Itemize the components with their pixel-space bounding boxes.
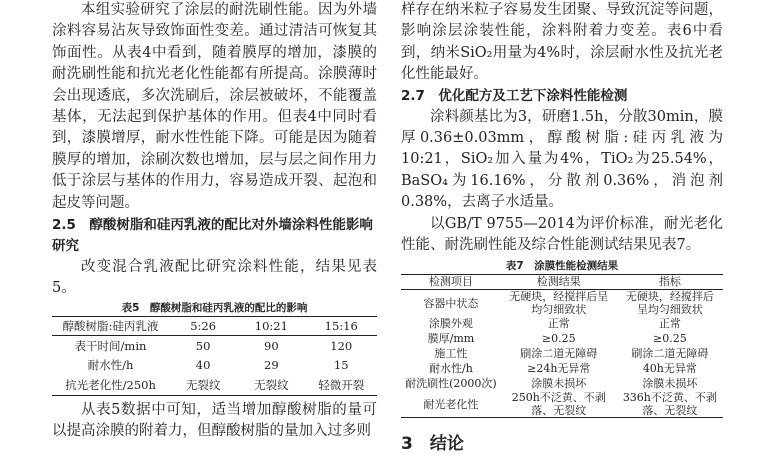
table7-cell: 40h无异常 bbox=[642, 362, 697, 376]
paragraph-standard: 以GB/T 9755—2014为评价标准，耐光老化性能、耐洗刷性能及综合性能测试结果见表7。 bbox=[401, 215, 723, 254]
table5-caption: 表5 醇酸树脂和硅丙乳液的配比的影响 bbox=[121, 301, 308, 314]
table5-cell: 15 bbox=[333, 358, 349, 373]
paragraph-film-thickness: 本组实验研究了涂层的耐洗刷性能。因为外墙涂料容易沾灰导致饰面性变差。通过清洁可恢复其饰面性。从表4中看到，随着膜厚的增加，漆膜的耐洗刷性能和抗光老化性能都有所提高。涂膜薄时会出现透底，多次洗刷后，涂层被破坏，不能覆盖基体，无法起到保护基体的作用。但表4中同时看到，漆膜增厚，耐水性性能下降。可能是因为随着膜厚的增加，涂刷次数也增加，层与层之间作用力低于涂层与基体的作用力，容易造成开裂、起泡和起皮等问题。 bbox=[52, 2, 377, 211]
table7-cell: 涂膜外观 bbox=[428, 317, 473, 331]
table5-cell: 抗光老化性/250h bbox=[52, 375, 169, 395]
table5-cell: 轻微开裂 bbox=[306, 375, 378, 395]
table7-header-cell: 检测结果 bbox=[501, 275, 617, 290]
paragraph-optimized-formula: 涂料颜基比为3，研磨1.5h，分散30min，膜厚0.36±0.03mm，醇酸树脂:硅丙乳液为10:21，SiO₂加入量为4%，TiO₂为25.54%，BaSO₄为16.16%，分散剂0.36%，消泡剂0.38%，去离子水适量。 bbox=[401, 108, 723, 211]
paragraph-emulsion-ratio: 改变混合乳液配比研究涂料性能，结果见表5。 bbox=[52, 259, 377, 297]
table-7 bbox=[401, 274, 723, 418]
table7-caption: 表7 涂膜性能检测结果 bbox=[505, 260, 619, 273]
table5-header-cell: 5:26 bbox=[169, 316, 237, 335]
table7-cell: 耐光老化性 bbox=[401, 391, 501, 418]
table5-cell: 无裂纹 bbox=[237, 375, 305, 395]
right-column bbox=[401, 0, 723, 456]
table7-header-cell: 指标 bbox=[617, 275, 723, 290]
left-column bbox=[52, 0, 377, 442]
table-5 bbox=[52, 316, 377, 396]
table7-cell: 膜厚/mm bbox=[427, 332, 475, 346]
table7-cell: 施工性 bbox=[434, 347, 468, 361]
table-row bbox=[401, 331, 723, 346]
table7-cell: 刷涂二道无障碍 bbox=[520, 347, 598, 361]
table7-cell: 250h不泛黄、不剥落、无裂纹 bbox=[501, 391, 617, 418]
table-row bbox=[401, 290, 723, 317]
table5-cell: 耐水性/h bbox=[87, 358, 134, 373]
table-row bbox=[52, 375, 377, 395]
table7-cell: 336h不泛黄、不剥落、无裂纹 bbox=[617, 391, 723, 418]
table7-header-cell: 检测项目 bbox=[401, 275, 501, 290]
table7-cell: 刷涂二道无障碍 bbox=[631, 347, 709, 361]
table7-cell: 耐洗刷性(2000次) bbox=[405, 377, 497, 391]
table5-cell: 29 bbox=[264, 358, 279, 373]
table5-header-cell: 10:21 bbox=[237, 316, 305, 335]
table5-cell: 40 bbox=[195, 358, 211, 373]
table5-header-cell: 醇酸树脂:硅丙乳液 bbox=[52, 316, 169, 335]
table7-cell: 正常 bbox=[658, 317, 681, 331]
table-row bbox=[401, 391, 723, 418]
table5-cell: 90 bbox=[264, 338, 279, 353]
section-heading-2-5: 2.5 醇酸树脂和硅丙乳液的配比对外墙涂料性能影响研究 bbox=[52, 217, 373, 255]
section-heading-2-7: 2.7 优化配方及工艺下涂料性能检测 bbox=[401, 87, 628, 104]
table7-cell: ≥24h无异常 bbox=[527, 362, 591, 376]
table5-cell: 无裂纹 bbox=[169, 375, 237, 395]
paragraph-nano-sio2: 样存在纳米粒子容易发生团聚、导致沉淀等问题，影响涂层涂装性能，涂料附着力变差。表6中看到，纳米SiO₂用量为4%时，涂层耐水性及抗光老化性能最好。 bbox=[401, 2, 723, 83]
table5-header-cell: 15:16 bbox=[306, 316, 378, 335]
table7-cell: 涂膜未损坏 bbox=[642, 377, 698, 391]
table7-cell: 容器中状态 bbox=[423, 296, 479, 310]
table5-cell: 表干时间/min bbox=[74, 338, 147, 353]
table-row bbox=[401, 376, 723, 391]
paragraph-table5-analysis: 从表5数据中可知，适当增加醇酸树脂的量可以提高涂膜的附着力，但醇酸树脂的量加入过多则 bbox=[52, 401, 377, 440]
table5-header-row bbox=[52, 316, 377, 335]
table7-cell: 无硬块，经搅拌后呈均匀细致状 bbox=[625, 290, 714, 317]
table-row bbox=[401, 361, 723, 376]
table7-cell: 涂膜未损坏 bbox=[531, 377, 587, 391]
table7-cell: 无硬块，经搅拌后呈均匀细致状 bbox=[509, 290, 609, 317]
table7-cell: ≥0.25 bbox=[541, 332, 576, 346]
section-heading-3-conclusion: 3 结论 bbox=[401, 434, 464, 455]
table7-cell: ≥0.25 bbox=[653, 332, 687, 346]
table5-cell: 50 bbox=[195, 338, 211, 353]
table-row bbox=[401, 316, 723, 331]
table-row bbox=[52, 335, 377, 355]
table7-cell: 正常 bbox=[547, 317, 570, 331]
table7-header-row bbox=[401, 275, 723, 290]
table5-cell: 120 bbox=[330, 338, 353, 353]
table-row bbox=[401, 346, 723, 361]
table-row bbox=[52, 355, 377, 375]
table7-cell: 耐水性/h bbox=[429, 362, 473, 376]
